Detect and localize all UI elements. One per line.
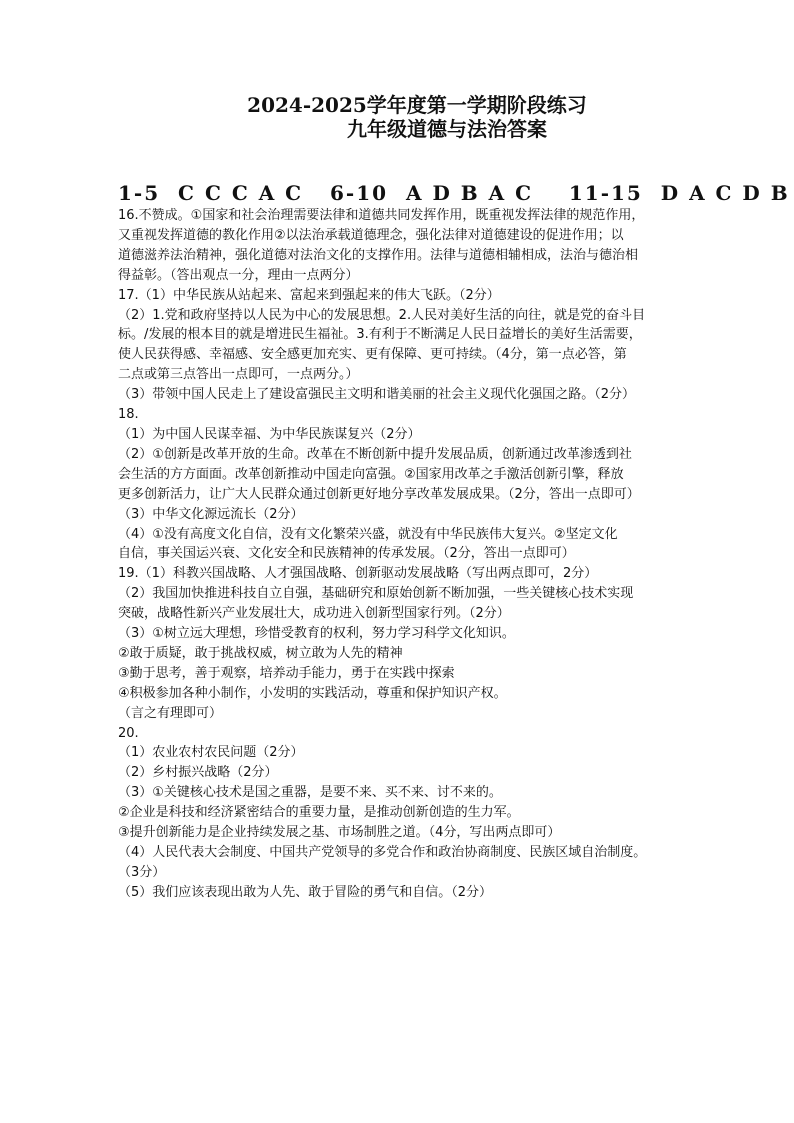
answer-line: ③勤于思考，善于观察，培养动手能力，勇于在实践中探索 [118, 665, 455, 681]
document-title: 2024-2025学年度第一学期阶段练习 [247, 93, 587, 117]
answer-line: （3）带领中国人民走上了建设富强民主文明和谐美丽的社会主义现代化强国之路。（2分） [118, 387, 636, 403]
answer-line: 突破，战略性新兴产业发展壮大，成功进入创新型国家行列。（2分） [118, 606, 510, 622]
answer-line: （4）①没有高度文化自信，没有文化繁荣兴盛，就没有中华民族伟大复兴。②坚定文化 [118, 526, 618, 542]
answer-line: 又重视发挥道德的教化作用②以法治承载道德理念，强化法律对道德建设的促进作用；以 [118, 227, 624, 243]
answer-line: 19.（1）科教兴国战略、人才强国战略、创新驱动发展战略（写出两点即可，2分） [118, 566, 598, 582]
answer-line: 20. [118, 725, 139, 741]
answer-line: 得益彰。（答出观点一分，理由一点两分） [118, 267, 359, 283]
answer-line: （1）为中国人民谋幸福、为中华民族谋复兴（2分） [118, 426, 421, 442]
answer-line: （2）乡村振兴战略（2分） [118, 765, 278, 781]
answer-line: 道德滋养法治精神，强化道德对法治文化的支撑作用。法律与道德相辅相成，法治与德治相 [118, 247, 639, 263]
answer-line: （3分） [118, 864, 166, 880]
answer-line: ④积极参加各种小制作，小发明的实践活动，尊重和保护知识产权。 [118, 685, 507, 701]
answer-line: 使人民获得感、幸福感、安全感更加充实、更有保障、更可持续。（4分，第一点必答，第 [118, 347, 627, 363]
answer-line: 二点或第三点答出一点即可，一点两分。） [118, 367, 359, 383]
answer-line: 17.（1）中华民族从站起来、富起来到强起来的伟大飞跃。（2分） [118, 287, 500, 303]
answer-line: 更多创新活力，让广大人民群众通过创新更好地分享改革发展成果。（2分，答出一点即可） [118, 486, 640, 502]
multiple-choice-answers: 1-5 C C C A C 6-10 A D B A C 11-15 D A C D B [118, 181, 790, 205]
answer-line: （3）①关键核心技术是国之重器，是要不来、买不来、讨不来的。 [118, 785, 502, 801]
answer-line: 16.不赞成。①国家和社会治理需要法律和道德共同发挥作用，既重视发挥法律的规范作用， [118, 208, 645, 223]
answer-line: ②敢于质疑，敢于挑战权威，树立敢为人先的精神 [118, 645, 403, 661]
answer-line: 标。/发展的根本目的就是增进民生福祉。3.有利于不断满足人民日益增长的美好生活需要， [118, 327, 642, 343]
answer-line: （2）1.党和政府坚持以人民为中心的发展思想。2.人民对美好生活的向往，就是党的奋斗目 [118, 307, 646, 323]
answer-line: （2）①创新是改革开放的生命。改革在不断创新中提升发展品质，创新通过改革渗透到社 [118, 446, 632, 462]
answer-line: （言之有理即可） [118, 705, 223, 721]
answer-line: （3）中华文化源远流长（2分） [118, 506, 304, 522]
answer-line: 会生活的方方面面。改革创新推动中国走向富强。②国家用改革之手激活创新引擎，释放 [118, 466, 624, 482]
answer-line: 18. [118, 407, 139, 423]
answer-line: （1）农业农村农民问题（2分） [118, 745, 304, 761]
answer-line: ②企业是科技和经济紧密结合的重要力量，是推动创新创造的生力军。 [118, 805, 520, 821]
answer-line: （5）我们应该表现出敢为人先、敢于冒险的勇气和自信。（2分） [118, 884, 493, 900]
answer-line: （3）①树立远大理想，珍惜受教育的权利，努力学习科学文化知识。 [118, 626, 515, 642]
answer-line: ③提升创新能力是企业持续发展之基、市场制胜之道。（4分，写出两点即可） [118, 825, 561, 841]
answer-line: 自信，事关国运兴衰、文化安全和民族精神的传承发展。（2分，答出一点即可） [118, 546, 575, 562]
answer-body [118, 206, 688, 903]
answer-line: （4）人民代表大会制度、中国共产党领导的多党合作和政治协商制度、民族区域自治制度。 [118, 845, 647, 860]
document-subtitle: 九年级道德与法治答案 [347, 117, 547, 141]
answer-line: （2）我国加快推进科技自立自强，基础研究和原始创新不断加强，一些关键核心技术实现 [118, 586, 634, 602]
